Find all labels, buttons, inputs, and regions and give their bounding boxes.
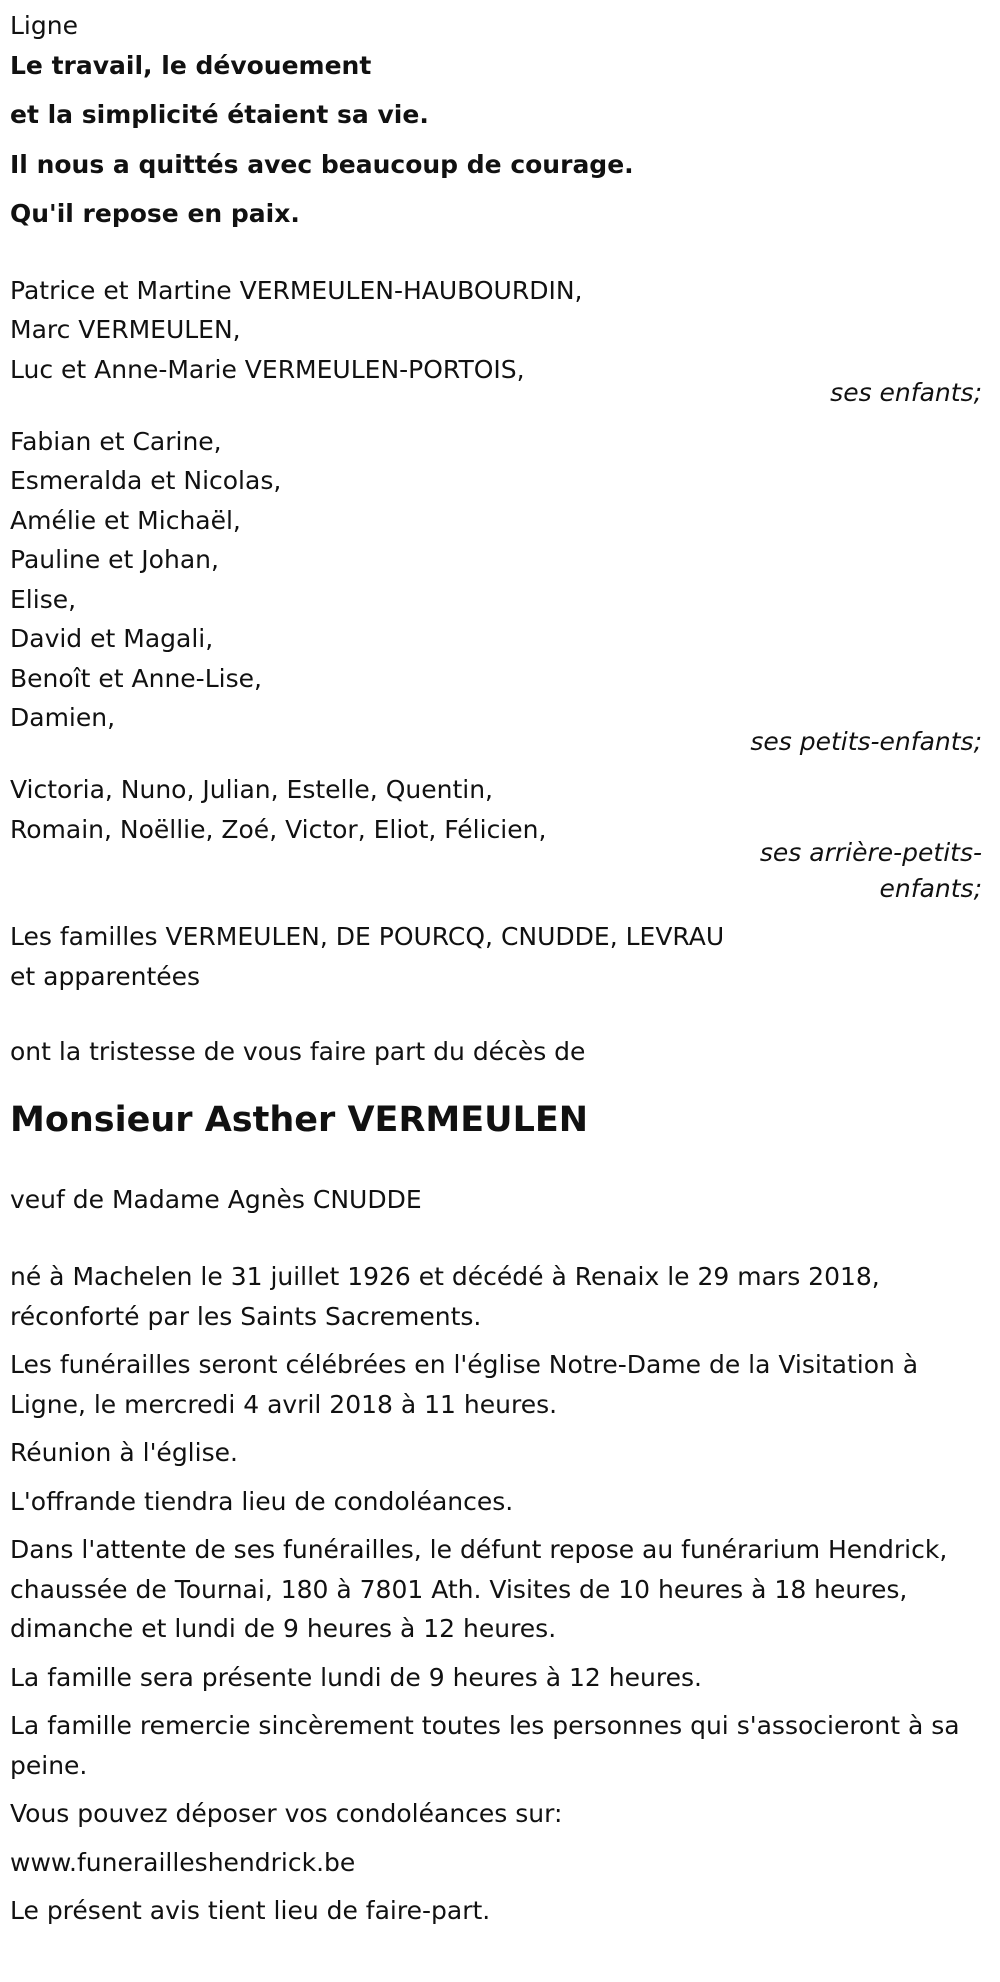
deceased-name: Monsieur Asther VERMEULEN [10,1099,589,1140]
great-grandchild-names: Victoria, Nuno, Julian, Estelle, Quentin, [10,775,493,804]
website-link[interactable]: www.funerailleshendrick.be [10,1847,356,1877]
children-role: ses enfants; [830,378,982,407]
family-presence-paragraph: La famille sera présente lundi de 9 heures à 12 heures. [10,1662,702,1692]
meeting-paragraph: Réunion à l'église. [10,1438,238,1467]
birth-death-paragraph: né à Machelen le 31 juillet 1926 et décédé à Renaix le 29 mars 2018, réconforté par les Saints Sacrements. [10,1262,880,1331]
grandchild-name: Esmeralda et Nicolas, [10,466,282,495]
condolences-paragraph: Vous pouvez déposer vos condoléances sur: [10,1799,563,1828]
announcement-text: ont la tristesse de vous faire part du décès de [10,1037,586,1066]
grandchildren-list [10,422,982,762]
motto-line: Qu'il repose en paix. [10,199,300,228]
motto-line: et la simplicité étaient sa vie. [10,100,429,129]
grandchild-name: Amélie et Michaël, [10,505,241,535]
motto-block [10,46,982,234]
families-block [10,917,982,996]
grandchild-name: Benoît et Anne-Lise, [10,663,262,693]
grandchildren-role: ses petits-enfants; [750,726,982,756]
child-name: Patrice et Martine VERMEULEN-HAUBOURDIN, [10,275,583,305]
great-grandchildren-role: ses arrière-petits- [759,838,982,867]
grandchild-name: Pauline et Johan, [10,545,219,574]
great-grandchild-names: Romain, Noëllie, Zoé, Victor, Eliot, Félicien, [10,814,547,844]
notice-paragraph: Le présent avis tient lieu de faire-part. [10,1896,491,1925]
motto-line: Le travail, le dévouement [10,50,372,80]
widower-of: veuf de Madame Agnès CNUDDE [10,1184,422,1214]
obituary-text-column [10,6,982,1940]
funeral-paragraph: Les funérailles seront célébrées en l'église Notre-Dame de la Visitation à Ligne, le mercredi 4 avril 2018 à 11 heures. [10,1350,919,1419]
great-grandchildren-role-cont: enfants; [879,873,982,903]
details-block [10,1257,982,1931]
place-heading: Ligne [10,11,78,40]
grandchild-name: Fabian et Carine, [10,426,222,456]
grandchild-name: David et Magali, [10,624,214,653]
children-list [10,271,982,413]
grandchild-name: Damien, [10,703,116,732]
families-line: et apparentées [10,961,201,991]
child-name: Luc et Anne-Marie VERMEULEN-PORTOIS, [10,354,525,384]
motto-line: Il nous a quittés avec beaucoup de courage. [10,149,634,179]
great-grandchildren-list [10,770,982,908]
funerarium-paragraph: Dans l'attente de ses funérailles, le défunt repose au funérarium Hendrick, chaussée de Tournai, 180 à 7801 Ath. Visites de 10 heures à 18 heures, dimanche et lundi de 9 heures à 12 heures. [10,1535,948,1643]
thanks-paragraph: La famille remercie sincèrement toutes les personnes qui s'associeront à sa peine. [10,1711,960,1780]
families-line: Les familles VERMEULEN, DE POURCQ, CNUDDE, LEVRAU [10,922,725,951]
child-name: Marc VERMEULEN, [10,315,241,344]
grandchild-name: Elise, [10,584,77,614]
offering-paragraph: L'offrande tiendra lieu de condoléances. [10,1486,514,1516]
